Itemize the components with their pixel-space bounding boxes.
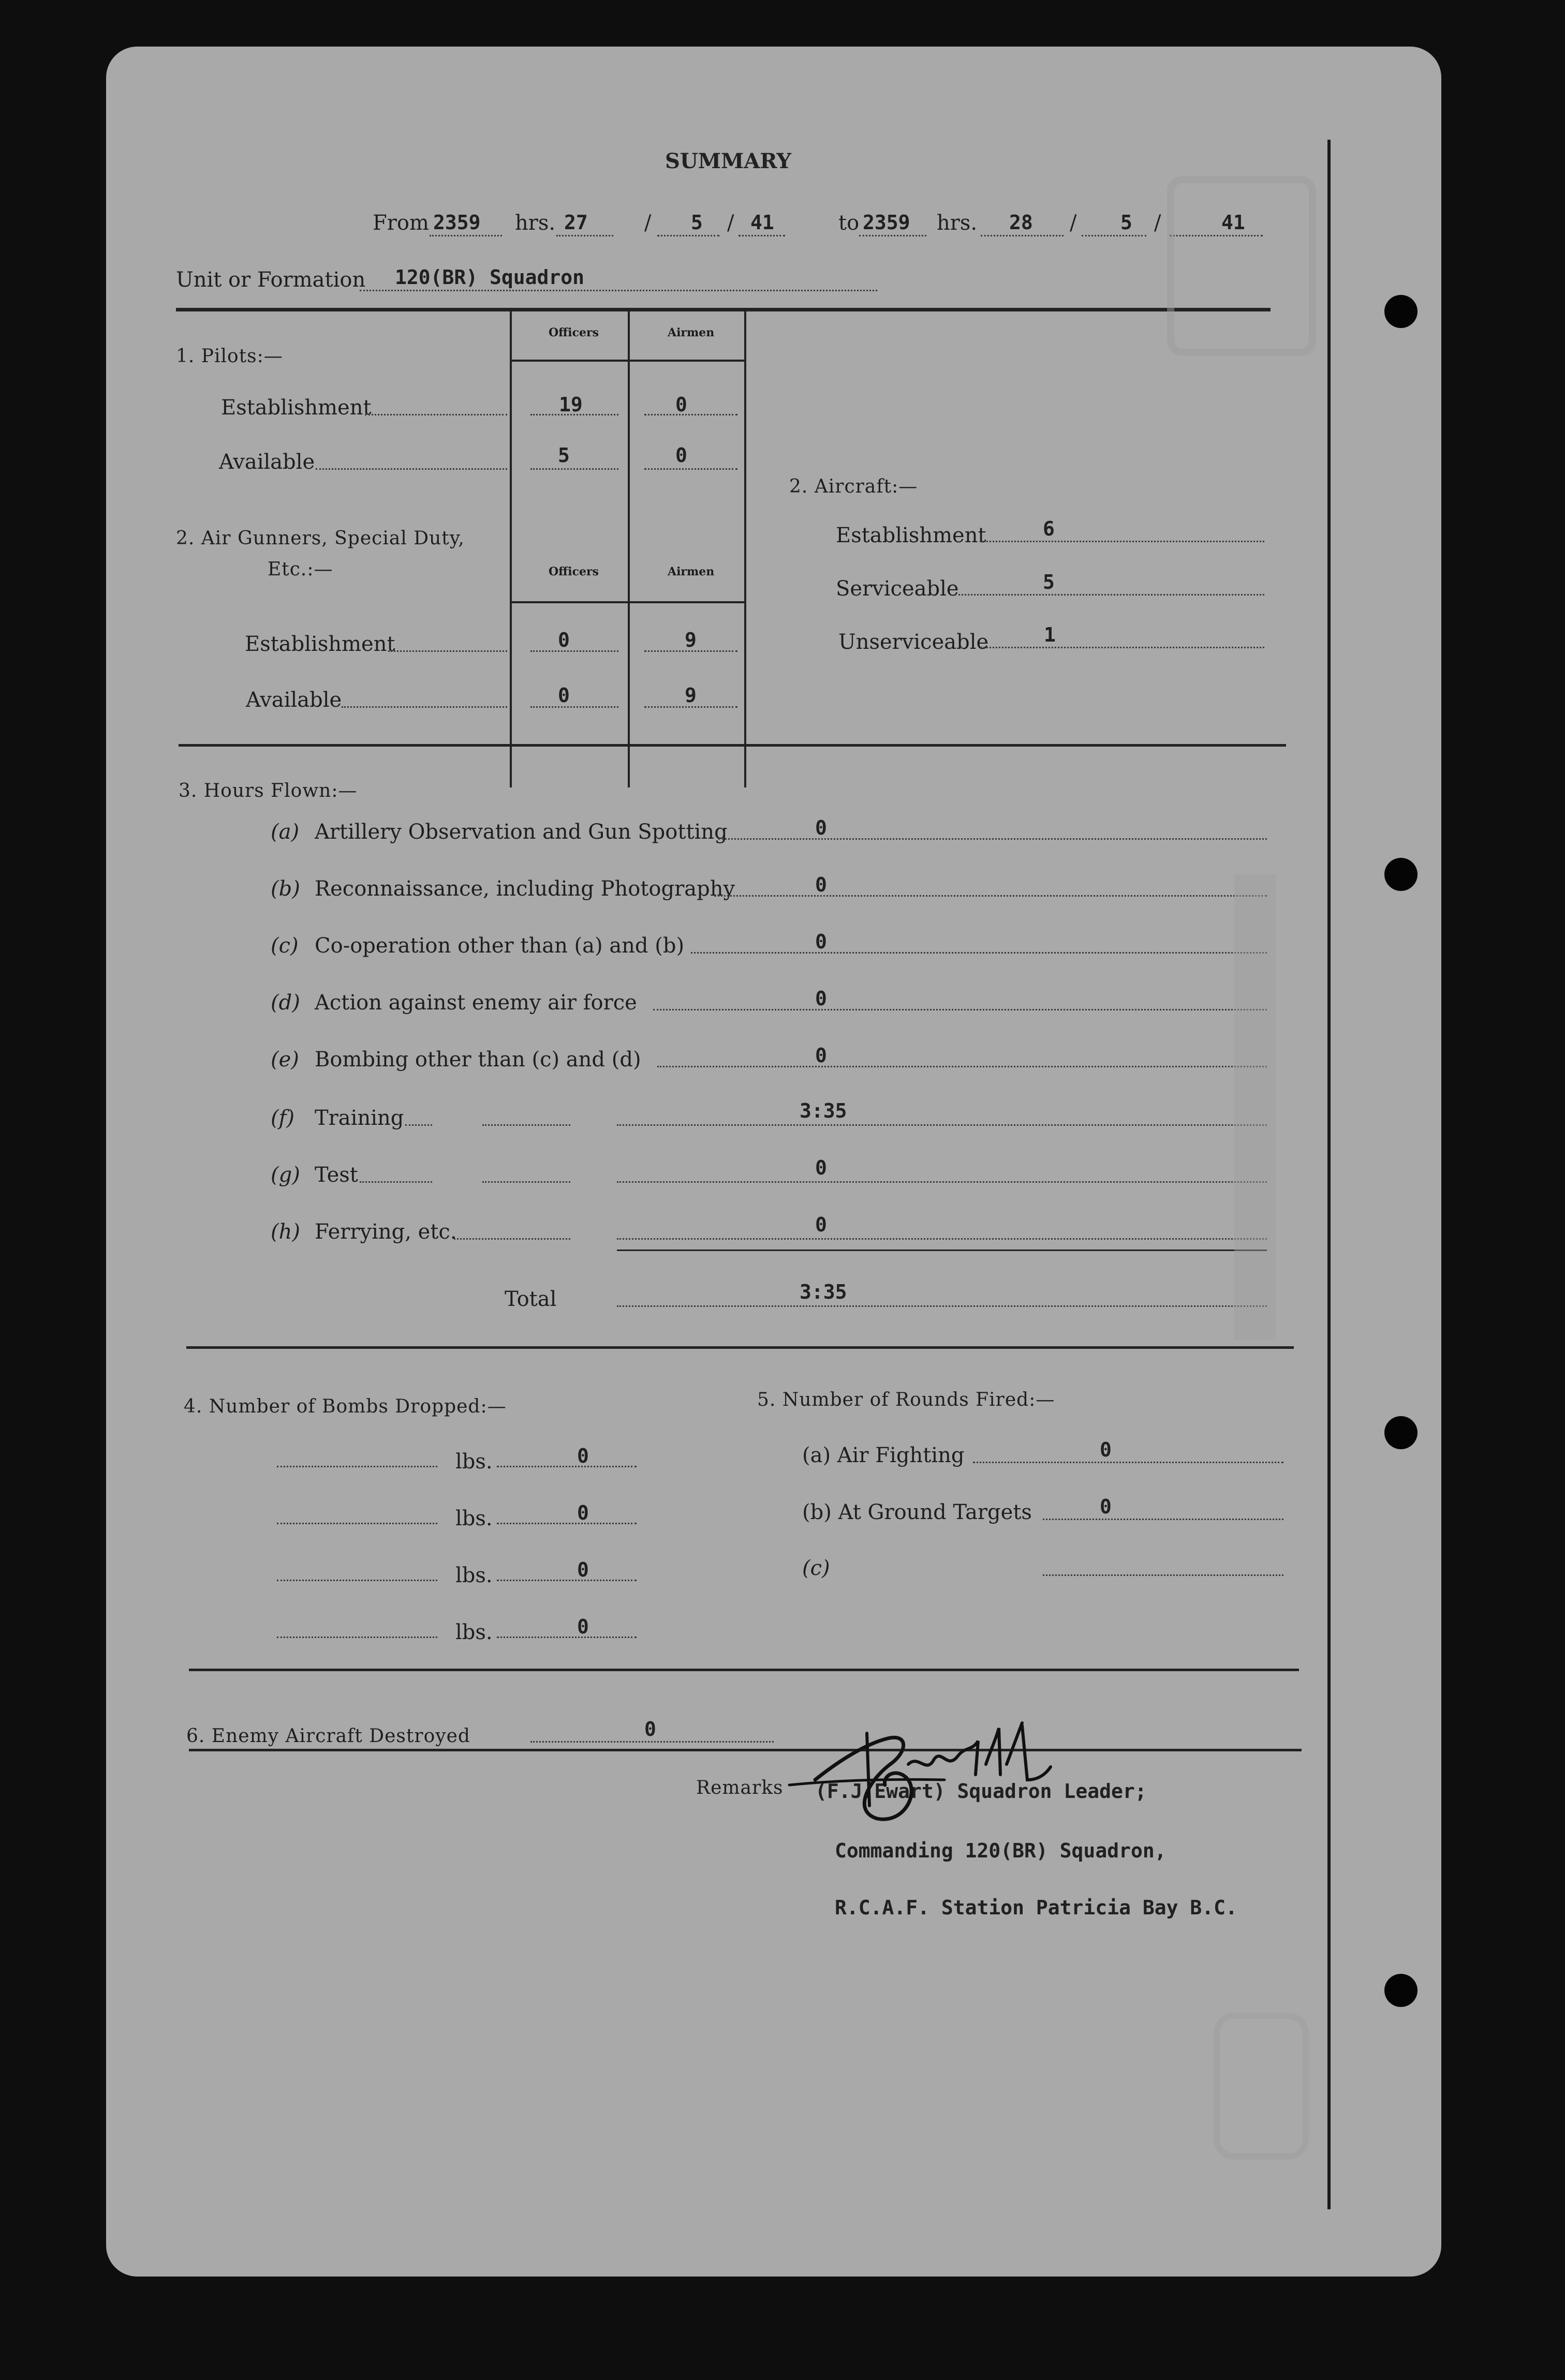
section-rule-3 (189, 1669, 1299, 1671)
aircraft-serviceable-label: Serviceable (836, 577, 959, 601)
destroyed-value: 0 (644, 1718, 656, 1741)
document-page (106, 47, 1441, 2277)
to-time: 2359 (863, 211, 910, 234)
hours-f-label: Training (315, 1106, 404, 1130)
aircraft-establishment-label: Establishment (836, 524, 986, 547)
hours-d-label: Action against enemy air force (315, 991, 637, 1015)
to-year: 41 (1221, 211, 1245, 234)
aircraft-unserviceable-label: Unserviceable (838, 630, 989, 654)
aircraft-establishment-value: 6 (1043, 517, 1055, 540)
rounds-c-label: (c) (802, 1556, 830, 1580)
pilots-establishment-officers: 19 (559, 393, 583, 416)
destroyed-rule (189, 1749, 1302, 1751)
destroyed-line (530, 1741, 774, 1743)
hrs-label-2: hrs. (937, 211, 978, 235)
slash-2: / (727, 211, 734, 235)
aircraft-heading: 2. Aircraft:— (789, 476, 918, 497)
pilots-av-off-line (530, 468, 618, 470)
from-day-line (556, 235, 613, 236)
bombs-row4-weight-line (277, 1637, 437, 1638)
to-day: 28 (1009, 211, 1033, 234)
hours-a-label: Artillery Observation and Gun Spotting (315, 820, 728, 844)
unit-value: 120(BR) Squadron (395, 266, 585, 289)
hours-c-label: Co-operation other than (a) and (b) (315, 934, 685, 958)
page-title: SUMMARY (665, 149, 791, 173)
hours-g-line-1 (360, 1181, 432, 1183)
hours-b-line (714, 895, 1267, 897)
aircraft-serviceable-value: 5 (1043, 571, 1055, 593)
to-label: to (838, 211, 860, 235)
gunners-av-off-line (530, 706, 618, 708)
hours-f-value: 3:35 (800, 1099, 847, 1122)
aircraft-unserviceable-value: 1 (1044, 623, 1056, 646)
hours-h-line-1 (454, 1238, 570, 1240)
hours-g-label: Test (315, 1163, 358, 1187)
pilots-available-airmen: 0 (675, 444, 687, 467)
pilots-col-airmen: Airmen (668, 326, 715, 339)
pilots-est-air-line (644, 414, 737, 415)
binder-hole (1384, 295, 1418, 328)
hours-total-line (617, 1305, 1267, 1307)
table-hline-2 (510, 601, 746, 603)
rounds-b-label: (b) At Ground Targets (802, 1500, 1032, 1524)
bombs-row3-unit: lbs. (455, 1564, 493, 1587)
gunners-available-label: Available (246, 688, 342, 712)
section-rule-2 (186, 1346, 1294, 1349)
aircraft-unserviceable-line (981, 647, 1264, 648)
to-month: 5 (1120, 211, 1132, 234)
hours-h-label: Ferrying, etc. (315, 1220, 457, 1244)
rounds-a-label: (a) Air Fighting (802, 1444, 965, 1467)
bombs-row3-weight-line (277, 1580, 437, 1581)
rounds-b-line (1043, 1519, 1283, 1520)
hours-total-value: 3:35 (800, 1281, 847, 1303)
gunners-est-off-line (530, 650, 618, 652)
gunners-available-airmen: 9 (685, 684, 697, 707)
hours-h-line-2 (617, 1238, 1267, 1240)
gunners-est-air-line (644, 650, 737, 652)
bombs-row2-count: 0 (577, 1501, 589, 1524)
from-day: 27 (564, 211, 588, 234)
rounds-c-line (1043, 1574, 1283, 1576)
hours-e-line (657, 1066, 1267, 1067)
gunners-col-officers: Officers (549, 565, 599, 578)
hours-f-line-2 (482, 1124, 570, 1126)
gunners-establishment-line (388, 650, 507, 652)
pilots-establishment-airmen: 0 (675, 393, 687, 416)
pilots-col-officers: Officers (549, 326, 599, 339)
bombs-row4-count-line (497, 1637, 637, 1638)
slash-3: / (1070, 211, 1077, 235)
aircraft-establishment-line (980, 541, 1264, 542)
remarks-line-3: R.C.A.F. Station Patricia Bay B.C. (835, 1896, 1237, 1919)
gunners-available-officers: 0 (558, 684, 570, 707)
from-label: From (373, 211, 429, 235)
destroyed-label: 6. Enemy Aircraft Destroyed (186, 1726, 470, 1747)
hours-f-line-3 (617, 1124, 1267, 1126)
right-margin-rule (1327, 140, 1331, 2209)
bombs-row3-count-line (497, 1580, 637, 1581)
gunners-col-airmen: Airmen (668, 565, 715, 578)
from-time-line (430, 235, 502, 236)
to-time-line (859, 235, 926, 236)
bombs-row1-count: 0 (577, 1445, 589, 1467)
remarks-label: Remarks (696, 1777, 784, 1798)
hours-c-value: 0 (815, 930, 827, 953)
hours-g-line-3 (617, 1181, 1267, 1183)
to-day-line (981, 235, 1064, 236)
hours-d-value: 0 (815, 987, 827, 1010)
unit-line (360, 290, 877, 291)
pilots-heading: 1. Pilots:— (176, 346, 283, 367)
binder-hole (1384, 1974, 1418, 2007)
pilots-available-line (316, 468, 507, 470)
remarks-line-2: Commanding 120(BR) Squadron, (835, 1839, 1167, 1862)
hours-g-value: 0 (815, 1156, 827, 1179)
hours-f-key: (f) (271, 1106, 295, 1130)
to-month-line (1082, 235, 1146, 236)
bombs-row3-count: 0 (577, 1558, 589, 1581)
gunners-establishment-officers: 0 (558, 629, 570, 651)
bombs-row4-count: 0 (577, 1615, 589, 1638)
pilots-available-officers: 5 (558, 444, 570, 467)
bombs-row1-count-line (497, 1466, 637, 1467)
handwritten-signature (779, 1702, 1069, 1837)
hours-e-key: (e) (271, 1048, 299, 1072)
from-month: 5 (691, 211, 703, 234)
hours-b-label: Reconnaissance, including Photography (315, 877, 735, 901)
hours-e-value: 0 (815, 1044, 827, 1067)
section-rule-1 (179, 744, 1286, 747)
gunners-available-line (342, 706, 507, 708)
slash-1: / (644, 211, 652, 235)
table-vline-2 (628, 311, 630, 787)
rounds-a-value: 0 (1100, 1438, 1112, 1461)
hours-b-value: 0 (815, 873, 827, 896)
unit-label: Unit or Formation (176, 268, 366, 292)
header-rule (176, 308, 1271, 311)
hours-a-line (718, 838, 1267, 840)
hours-a-key: (a) (271, 820, 300, 844)
hours-g-key: (g) (271, 1163, 300, 1187)
hours-h-key: (h) (271, 1220, 300, 1244)
hours-h-value: 0 (815, 1213, 827, 1236)
pilots-establishment-line (365, 414, 507, 415)
hours-g-line-2 (482, 1181, 570, 1183)
hours-c-line (691, 952, 1267, 954)
rounds-heading: 5. Number of Rounds Fired:— (757, 1389, 1055, 1410)
pilots-establishment-label: Establishment (221, 396, 372, 420)
hours-total-label: Total (505, 1287, 557, 1311)
gunners-heading-1: 2. Air Gunners, Special Duty, (176, 528, 465, 549)
rounds-b-value: 0 (1100, 1495, 1112, 1518)
bleed-through-mark (1167, 176, 1316, 356)
bombs-row1-unit: lbs. (455, 1450, 493, 1474)
table-vline-1 (510, 311, 512, 787)
from-time: 2359 (433, 211, 481, 234)
pilots-av-air-line (644, 468, 737, 470)
gunners-av-air-line (644, 706, 737, 708)
bleed-through-mark (1234, 874, 1276, 1340)
bombs-row2-weight-line (277, 1523, 437, 1524)
pilots-available-label: Available (219, 450, 315, 474)
gunners-establishment-label: Establishment (245, 632, 395, 656)
bleed-through-mark (1214, 2013, 1309, 2160)
binder-hole (1384, 1416, 1418, 1449)
pilots-est-off-line (530, 414, 618, 415)
remarks-line-1: (F.J.Ewart) Squadron Leader; (815, 1780, 1147, 1803)
gunners-heading-2: Etc.:— (268, 559, 333, 580)
table-hline-1 (510, 360, 746, 362)
table-vline-3 (744, 311, 746, 787)
hours-a-value: 0 (815, 816, 827, 839)
gunners-establishment-airmen: 9 (685, 629, 697, 651)
aircraft-serviceable-line (955, 594, 1264, 596)
bombs-row4-unit: lbs. (455, 1620, 493, 1644)
bombs-row2-unit: lbs. (455, 1507, 493, 1530)
bombs-row1-weight-line (277, 1466, 437, 1467)
binder-hole (1384, 858, 1418, 891)
bombs-heading: 4. Number of Bombs Dropped:— (184, 1396, 507, 1417)
hours-d-key: (d) (271, 991, 300, 1015)
rounds-a-line (973, 1462, 1283, 1463)
hours-heading: 3. Hours Flown:— (179, 780, 358, 801)
hours-b-key: (b) (271, 877, 300, 901)
bombs-row2-count-line (497, 1523, 637, 1524)
hours-d-line (653, 1009, 1267, 1010)
hrs-label-1: hrs. (515, 211, 556, 235)
hours-c-key: (c) (271, 934, 299, 958)
hours-e-label: Bombing other than (c) and (d) (315, 1048, 641, 1072)
slash-4: / (1154, 211, 1161, 235)
from-year-line (739, 235, 785, 236)
hours-f-line-1 (405, 1124, 432, 1126)
from-year: 41 (750, 211, 774, 234)
from-month-line (657, 235, 719, 236)
total-rule (617, 1250, 1267, 1251)
